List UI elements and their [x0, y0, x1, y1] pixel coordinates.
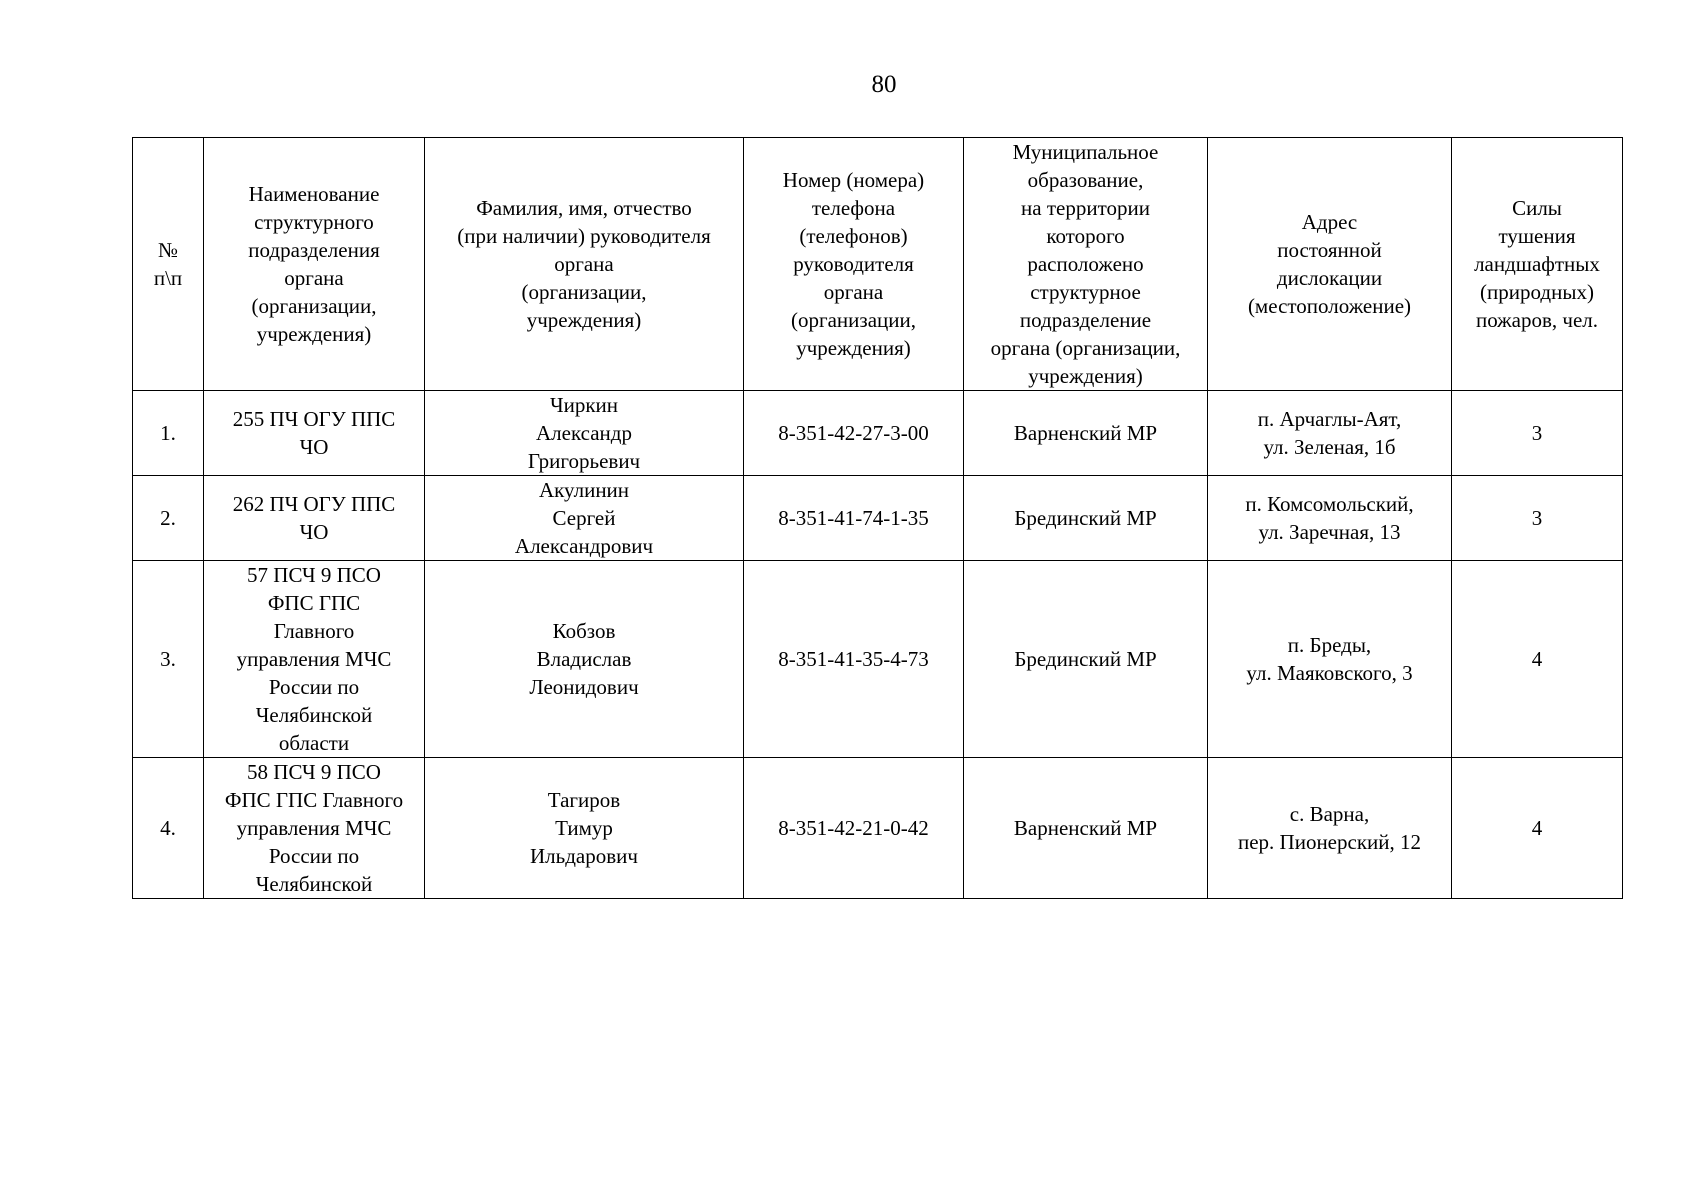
cell-forces: 4	[1452, 561, 1623, 758]
cell-number: 4.	[133, 758, 204, 899]
cell-municipality: Брединский МР	[964, 561, 1208, 758]
forces-table	[132, 137, 1623, 899]
header-head-name: Фамилия, имя, отчество (при наличии) руководителя органа (организации, учреждения)	[425, 138, 744, 391]
header-number: № п\п	[133, 138, 204, 391]
cell-unit: 255 ПЧ ОГУ ППС ЧО	[204, 391, 425, 476]
cell-phone: 8-351-42-21-0-42	[744, 758, 964, 899]
cell-number: 2.	[133, 476, 204, 561]
table-row	[133, 758, 1623, 899]
cell-head: Тагиров Тимур Ильдарович	[425, 758, 744, 899]
cell-address: п. Арчаглы-Аят, ул. Зеленая, 1б	[1208, 391, 1452, 476]
page-number: 80	[871, 71, 897, 98]
cell-unit: 262 ПЧ ОГУ ППС ЧО	[204, 476, 425, 561]
cell-unit: 58 ПСЧ 9 ПСО ФПС ГПС Главного управления МЧС России по Челябинской	[204, 758, 425, 899]
cell-head: Акулинин Сергей Александрович	[425, 476, 744, 561]
table-row	[133, 561, 1623, 758]
cell-phone: 8-351-42-27-3-00	[744, 391, 964, 476]
cell-municipality: Брединский МР	[964, 476, 1208, 561]
cell-address: п. Бреды, ул. Маяковского, 3	[1208, 561, 1452, 758]
cell-address: с. Варна, пер. Пионерский, 12	[1208, 758, 1452, 899]
cell-phone: 8-351-41-35-4-73	[744, 561, 964, 758]
cell-municipality: Варненский МР	[964, 391, 1208, 476]
header-forces: Силы тушения ландшафтных (природных) пожаров, чел.	[1452, 138, 1623, 391]
cell-head: Чиркин Александр Григорьевич	[425, 391, 744, 476]
cell-phone: 8-351-41-74-1-35	[744, 476, 964, 561]
header-municipality: Муниципальное образование, на территории которого расположено структурное подразделение органа (организации, учреждения)	[964, 138, 1208, 391]
cell-municipality: Варненский МР	[964, 758, 1208, 899]
cell-number: 1.	[133, 391, 204, 476]
cell-head: Кобзов Владислав Леонидович	[425, 561, 744, 758]
table-row	[133, 476, 1623, 561]
header-unit-name: Наименование структурного подразделения органа (организации, учреждения)	[204, 138, 425, 391]
cell-unit: 57 ПСЧ 9 ПСО ФПС ГПС Главного управления МЧС России по Челябинской области	[204, 561, 425, 758]
header-address: Адрес постоянной дислокации (местоположение)	[1208, 138, 1452, 391]
cell-forces: 3	[1452, 476, 1623, 561]
table-row	[133, 391, 1623, 476]
cell-forces: 4	[1452, 758, 1623, 899]
cell-address: п. Комсомольский, ул. Заречная, 13	[1208, 476, 1452, 561]
cell-number: 3.	[133, 561, 204, 758]
header-row	[133, 138, 1623, 391]
cell-forces: 3	[1452, 391, 1623, 476]
header-phone: Номер (номера) телефона (телефонов) руководителя органа (организации, учреждения)	[744, 138, 964, 391]
